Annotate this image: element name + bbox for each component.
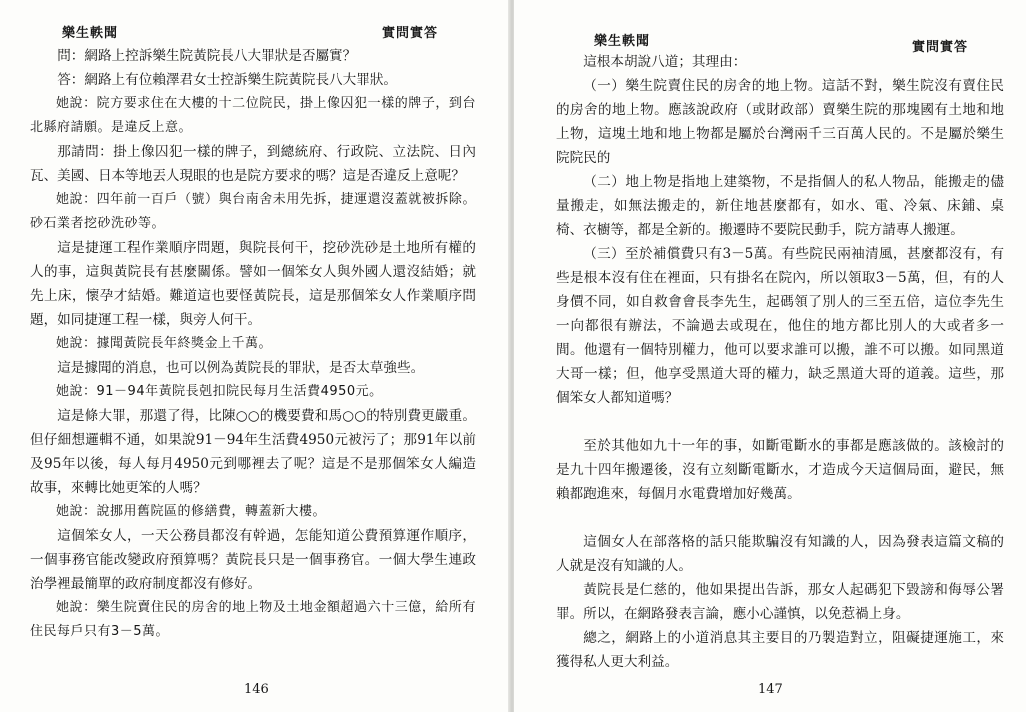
paragraph: 問：網路上控訴樂生院黃院長八大罪狀是否屬實？ — [57, 48, 357, 64]
paragraph: （三）至於補償費只有3－5萬。有些院民兩袖清風，甚麼都沒有，有些是根本沒有住在裡面，只有掛名在院內，所以領取3－5萬，但，有的人身價不同，如自救會會長李先生，起碼領了別人的三至五倍，這位李先生一向都很有辦法，不論過去或現在，他住的地方都比別人的大或者多一間。他還有一個特別權力，他可以要求誰可以搬，誰不可以搬。如同黑道大哥一樣；但，他享受黑道大哥的權力，缺乏黑道大哥的道義。這些，那個笨女人都知道嗎？ — [556, 246, 1004, 406]
quoted-claim: 她說：說挪用舊院區的修繕費，轉蓋新大樓。 — [56, 504, 327, 519]
paragraph: 這個女人在部落格的話只能欺騙沒有知識的人，因為發表這篇文稿的人就是沒有知識的人。 — [556, 534, 1004, 574]
paragraph: 這是據聞的消息，也可以例為黃院長的罪狀，是否太草強些。 — [57, 360, 425, 376]
paragraph: 那請問：掛上像囚犯一樣的牌子，到總統府、行政院、立法院、日內瓦、美國、日本等地丟人現眼的也是院方要求的嗎？這是否違反上意呢？ — [30, 144, 476, 184]
left-running-header-section: 實問實答 — [382, 26, 439, 41]
quoted-claim: 她說：四年前一百戶（號）與台南舍未用先拆，捷運還沒蓋就被拆除。砂石業者挖砂洗砂等。 — [30, 192, 476, 231]
quoted-claim: 她說：樂生院賣住民的房舍的地上物及土地金額超過六十三億，給所有住民每戶只有3－5萬。 — [30, 600, 476, 639]
paragraph: （一）樂生院賣住民的房舍的地上物。這話不對，樂生院沒有賣住民的房舍的地上物。應該說政府（或財政部）賣樂生院的那塊國有土地和地上物，這塊土地和地上物都是屬於台灣兩千三百萬人民的。不是屬於樂生院院民的 — [556, 78, 1004, 166]
right-page-number: 147 — [758, 682, 783, 697]
quoted-claim: 她說：據聞黃院長年終獎金上千萬。 — [56, 336, 273, 351]
left-page-body — [30, 44, 476, 644]
paragraph: 這是條大罪，那還了得，比陳○○的機要費和馬○○的特別費更嚴重。但仔細想邏輯不通，如果說91－94年生活費4950元被污了；那91年以前及95年以後，每人每月4950元到哪裡去了呢？這是不是那個笨女人編造故事，來轉比她更笨的人嗎？ — [30, 408, 476, 496]
left-page — [0, 0, 510, 712]
right-running-header-section: 實問實答 — [912, 40, 969, 55]
paragraph: 總之，網路上的小道消息其主要目的乃製造對立，阻礙捷運施工，來獲得私人更大利益。 — [556, 630, 1004, 670]
paragraph: 黃院長是仁慈的，他如果提出告訴，那女人起碼犯下毀謗和侮辱公署罪。所以，在網路發表言論，應小心謹慎，以免惹禍上身。 — [556, 582, 1004, 622]
paragraph: 至於其他如九十一年的事，如斷電斷水的事都是應該做的。該檢討的是九十四年搬遷後，沒有立刻斷電斷水，才造成今天這個局面，避民，無賴都跑進來，每個月水電費增加好幾萬。 — [556, 438, 1004, 502]
paragraph: 這個笨女人，一天公務員都沒有幹過，怎能知道公費預算運作順序，一個事務官能改變政府預算嗎？黃院長只是一個事務官。一個大學生連政治學裡最簡單的政府制度都沒有修好。 — [30, 528, 476, 592]
quoted-claim: 她說：院方要求住在大樓的十二位院民，掛上像囚犯一樣的牌子，到台北縣府請願。是違反上意。 — [30, 96, 476, 135]
paragraph: 答：網路上有位賴澤君女士控訴樂生院黃院長八大罪狀。 — [57, 72, 398, 88]
right-running-header-title: 樂生軼聞 — [594, 34, 651, 49]
paragraph: （二）地上物是指地上建築物，不是指個人的私人物品，能搬走的儘量搬走，如無法搬走的，新住地甚麼都有，如水、電、冷氣、床鋪、桌椅、衣櫥等，都是全新的。搬遷時不要院民動手，院方請專人搬運。 — [556, 174, 1004, 238]
paragraph: 這是捷運工程作業順序問題，與院長何干，挖砂洗砂是土地所有權的人的事，這與黃院長有甚麼關係。譬如一個笨女人與外國人還沒結婚；就先上床，懷孕才結婚。難道這也要怪黃院長，這是那個笨女人作業順序問題，如同捷運工程一樣，與旁人何干。 — [30, 240, 476, 328]
right-page-body — [556, 50, 1004, 674]
right-page — [514, 0, 1026, 712]
quoted-claim: 她說：91－94年黃院長剋扣院民每月生活費4950元。 — [56, 384, 383, 399]
paragraph: 這根本胡說八道；其理由： — [583, 54, 747, 70]
left-page-number: 146 — [244, 682, 269, 697]
left-running-header-title: 樂生軼聞 — [62, 26, 119, 41]
